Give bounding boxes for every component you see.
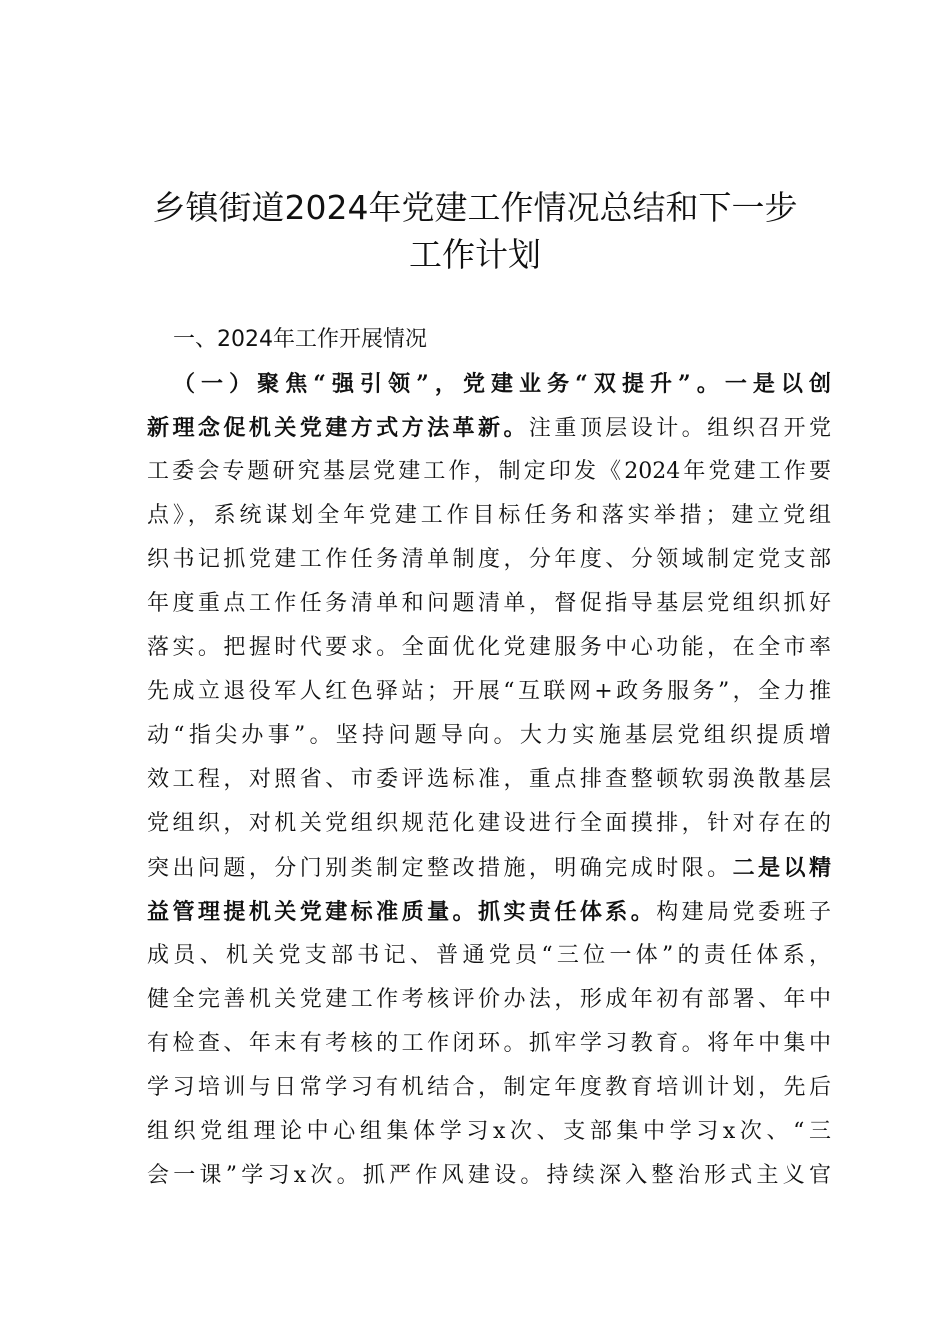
text-line <box>147 1110 831 1154</box>
text-line <box>147 846 831 890</box>
text-line <box>147 362 831 406</box>
bold-text-run: 二是以精 <box>732 855 831 881</box>
document-title <box>100 184 850 278</box>
text-line <box>147 758 831 802</box>
text-run: 落实。把握时代要求。全面优化党建服务中心功能，在全市率 <box>147 635 831 660</box>
body-paragraph <box>147 362 831 1198</box>
text-run: 有检查、年末有考核的工作闭环。抓牢学习教育。将年中集中 <box>147 1031 831 1056</box>
text-run: 会一课”学习x次。抓严作风建设。持续深入整治形式主义官 <box>147 1163 831 1188</box>
text-line <box>147 626 831 670</box>
text-run: 突出问题，分门别类制定整改措施，明确完成时限。 <box>147 856 733 881</box>
text-line <box>147 406 831 450</box>
text-line <box>147 538 831 582</box>
bold-text-run: 益管理提机关党建标准质量。抓实责任体系。 <box>147 899 657 925</box>
text-run: 织书记抓党建工作任务清单制度，分年度、分领域制定党支部 <box>147 547 831 572</box>
text-run: 工委会专题研究基层党建工作，制定印发《2024年党建工作要 <box>147 459 831 484</box>
text-line <box>147 890 831 934</box>
text-run: 注重顶层设计。组织召开党 <box>528 416 831 441</box>
text-run: 学习培训与日常学习有机结合，制定年度教育培训计划，先后 <box>147 1075 831 1100</box>
text-run: 成员、机关党支部书记、普通党员“三位一体”的责任体系， <box>147 943 831 968</box>
text-line <box>147 1022 831 1066</box>
text-line <box>147 934 831 978</box>
text-run: 组织党组理论中心组集体学习x次、支部集中学习x次、“三 <box>147 1119 831 1144</box>
text-run: 年度重点工作任务清单和问题清单，督促指导基层党组织抓好 <box>147 591 831 616</box>
title-line-2: 工作计划 <box>409 235 541 274</box>
text-line <box>147 494 831 538</box>
text-line <box>147 670 831 714</box>
section-heading: 一、2024年工作开展情况 <box>173 327 427 352</box>
text-line <box>147 1066 831 1110</box>
text-line <box>147 802 831 846</box>
bold-text-run: （一）聚焦“强引领”，党建业务“双提升”。一是以创 <box>173 371 831 397</box>
text-line <box>147 714 831 758</box>
text-run: 先成立退役军人红色驿站；开展“互联网+政务服务”，全力推 <box>147 679 831 704</box>
bold-text-run: 新理念促机关党建方式方法革新。 <box>147 415 529 441</box>
text-run: 党组织，对机关党组织规范化建设进行全面摸排，针对存在的 <box>147 811 831 836</box>
title-line-1: 乡镇街道2024年党建工作情况总结和下一步 <box>152 188 798 227</box>
text-line <box>147 450 831 494</box>
text-run: 健全完善机关党建工作考核评价办法，形成年初有部署、年中 <box>147 987 831 1012</box>
text-run: 构建局党委班子 <box>656 900 831 925</box>
text-run: 效工程，对照省、市委评选标准，重点排查整顿软弱涣散基层 <box>147 767 831 792</box>
text-run: 动“指尖办事”。坚持问题导向。大力实施基层党组织提质增 <box>147 723 831 748</box>
text-run: 点》，系统谋划全年党建工作目标任务和落实举措；建立党组 <box>147 503 831 528</box>
text-line <box>147 1154 831 1198</box>
text-line <box>147 582 831 626</box>
text-line <box>147 978 831 1022</box>
